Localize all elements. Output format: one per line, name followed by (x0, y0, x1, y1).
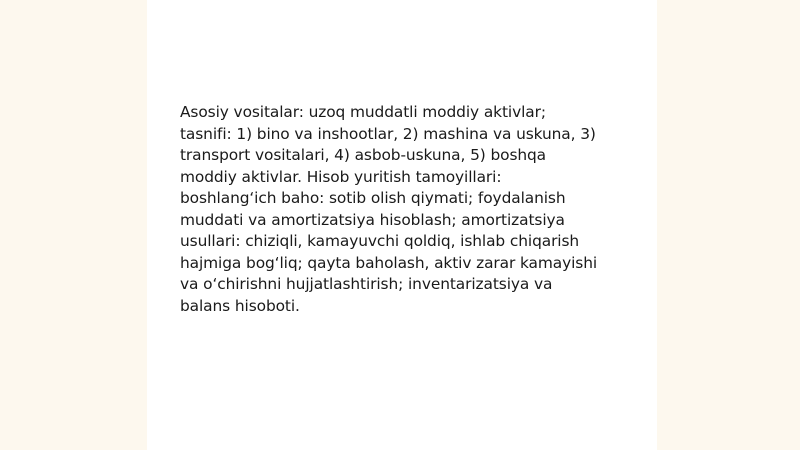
text-line: usullari: chiziqli, kamayuvchi qoldiq, ishlab chiqarish (180, 232, 580, 250)
text-line: hajmiga bog‘liq; qayta baholash, aktiv zarar kamayishi (180, 253, 598, 272)
body-paragraph (180, 102, 630, 317)
text-line: muddati va amortizatsiya hisoblash; amortizatsiya (180, 210, 565, 229)
right-margin (657, 0, 800, 450)
text-line: balans hisoboti. (180, 296, 300, 315)
left-margin (0, 0, 147, 450)
document-page (147, 0, 657, 450)
text-line: transport vositalari, 4) asbob-uskuna, 5) boshqa (180, 146, 547, 164)
text-line: tasnifi: 1) bino va inshootlar, 2) mashina va uskuna, 3) (180, 124, 596, 143)
text-line: Asosiy vositalar: uzoq muddatli moddiy aktivlar; (180, 103, 546, 121)
text-line: boshlang‘ich baho: sotib olish qiymati; foydalanish (180, 189, 566, 207)
text-line: moddiy aktivlar. Hisob yuritish tamoyillari: (180, 167, 502, 186)
text-line: va o‘chirishni hujjatlashtirish; inventarizatsiya va (180, 275, 553, 293)
